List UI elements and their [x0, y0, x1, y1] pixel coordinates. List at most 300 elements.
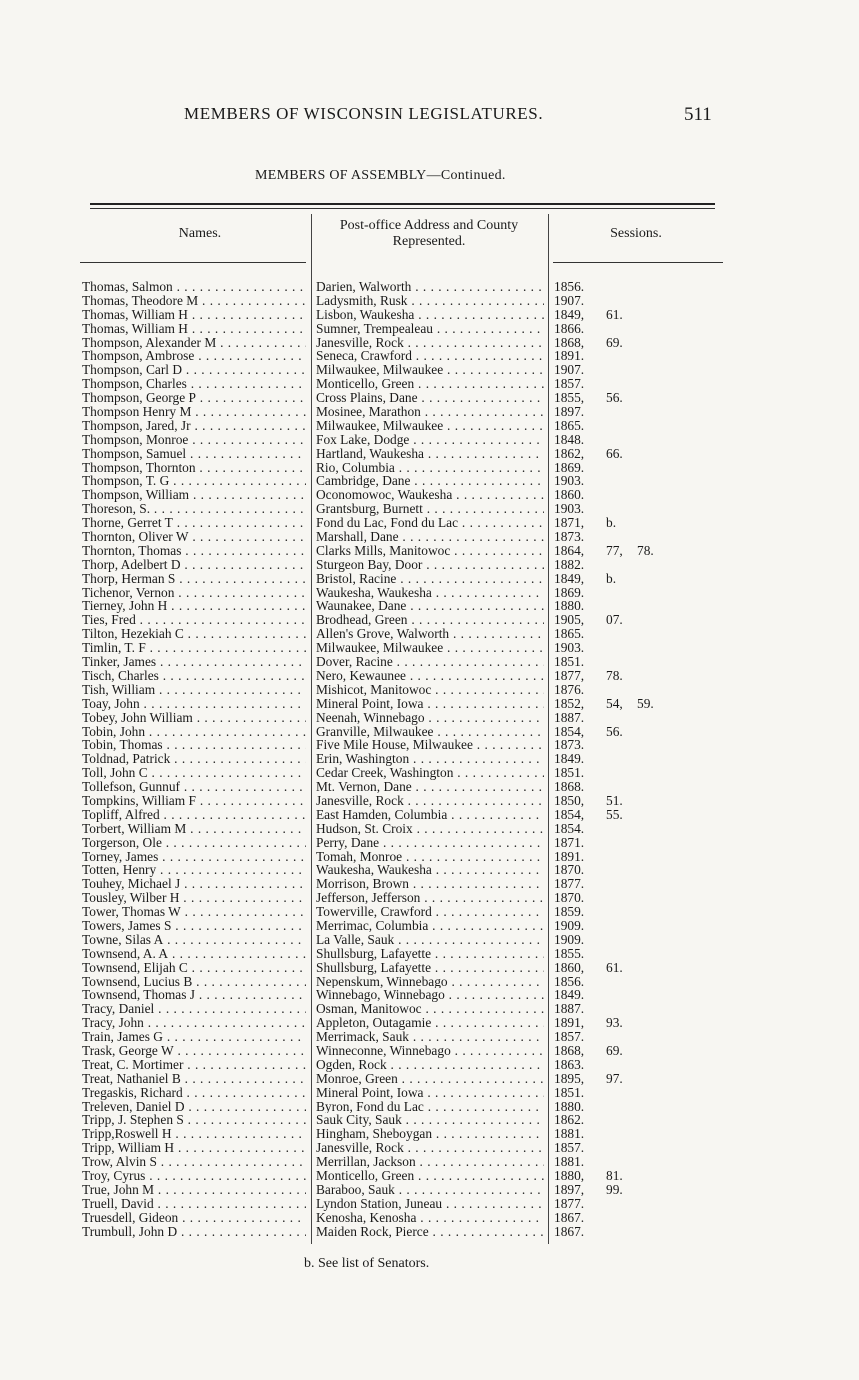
member-session: 51. — [606, 792, 623, 808]
member-address: Sturgeon Bay, Door . . . — [316, 558, 544, 572]
member-session: 99. — [606, 1181, 623, 1197]
member-session: 1857. — [554, 1140, 585, 1156]
member-address: Bristol, Racine . . . — [316, 572, 544, 586]
member-name: Truesdell, Gideon . . . — [82, 1211, 306, 1225]
table-row — [0, 738, 859, 752]
table-row — [0, 1072, 859, 1086]
member-session: 1897. — [554, 404, 585, 420]
member-session: 61. — [606, 959, 623, 975]
member-address: Mineral Point, Iowa . . . — [316, 1086, 544, 1100]
member-session: 1851. — [554, 765, 585, 781]
member-name: Tinker, James . . . — [82, 655, 306, 669]
member-address: Morrison, Brown . . . — [316, 877, 544, 891]
table-row — [0, 599, 859, 613]
table-row — [0, 947, 859, 961]
member-session: 69. — [606, 334, 623, 350]
member-session: 1909. — [554, 917, 585, 933]
table-row — [0, 1225, 859, 1239]
member-address: Monticello, Green . . . — [316, 377, 544, 391]
member-name: Truell, David . . . — [82, 1197, 306, 1211]
member-address: Baraboo, Sauk . . . — [316, 1183, 544, 1197]
table-row — [0, 516, 859, 530]
member-session: 1869. — [554, 459, 585, 475]
member-name: True, John M . . . — [82, 1183, 306, 1197]
member-name: Torgerson, Ole . . . — [82, 836, 306, 850]
table-row — [0, 1169, 859, 1183]
member-session: 1851. — [554, 1084, 585, 1100]
table-row — [0, 1016, 859, 1030]
member-address: Appleton, Outagamie . . . — [316, 1016, 544, 1030]
member-address: Osman, Manitowoc . . . — [316, 1002, 544, 1016]
member-name: Thompson Henry M . . . — [82, 405, 306, 419]
table-row — [0, 766, 859, 780]
member-address: Monticello, Green . . . — [316, 1169, 544, 1183]
member-session: 93. — [606, 1015, 623, 1031]
member-session: 1871, — [554, 515, 585, 531]
member-session: 1854, — [554, 723, 585, 739]
member-address: Cross Plains, Dane . . . — [316, 391, 544, 405]
table-row — [0, 1197, 859, 1211]
member-name: Thompson, Jared, Jr . . . — [82, 419, 306, 433]
member-name: Tilton, Hezekiah C . . . — [82, 627, 306, 641]
table-row — [0, 1141, 859, 1155]
member-name: Thornton, Oliver W . . . — [82, 530, 306, 544]
member-session: 1891. — [554, 848, 585, 864]
table-row — [0, 808, 859, 822]
member-name: Towers, James S . . . — [82, 919, 306, 933]
table-row — [0, 1183, 859, 1197]
member-address: Five Mile House, Milwaukee . . . — [316, 738, 544, 752]
table-row — [0, 1211, 859, 1225]
member-name: Timlin, T. F . . . — [82, 641, 306, 655]
member-session: 1857. — [554, 1029, 585, 1045]
member-address: Winnebago, Winnebago . . . — [316, 988, 544, 1002]
member-name: Towne, Silas A . . . — [82, 933, 306, 947]
table-row — [0, 433, 859, 447]
column-rule-names — [80, 262, 306, 263]
member-session: 1865. — [554, 417, 585, 433]
table-row — [0, 961, 859, 975]
member-session: 1905, — [554, 612, 585, 628]
member-session: 1855. — [554, 945, 585, 961]
table-row — [0, 1044, 859, 1058]
member-address: Nero, Kewaunee . . . — [316, 669, 544, 683]
running-head: MEMBERS OF WISCONSIN LEGISLATURES. — [184, 104, 544, 123]
member-address: Grantsburg, Burnett . . . — [316, 502, 544, 516]
table-row — [0, 461, 859, 475]
member-session: 78. — [637, 542, 654, 558]
member-name: Thomas, William H . . . — [82, 308, 306, 322]
table-row — [0, 377, 859, 391]
member-session: 1909. — [554, 931, 585, 947]
member-name: Tobey, John William . . . — [82, 711, 306, 725]
table-row — [0, 363, 859, 377]
member-session: 1869. — [554, 584, 585, 600]
page-number: 511 — [684, 104, 712, 125]
member-session: 1849. — [554, 987, 585, 1003]
member-name: Thomas, William H . . . — [82, 322, 306, 336]
member-name: Thomas, Salmon . . . — [82, 280, 306, 294]
member-address: Rio, Columbia . . . — [316, 461, 544, 475]
member-session: 1895, — [554, 1070, 585, 1086]
member-address: Ladysmith, Rusk . . . — [316, 294, 544, 308]
member-address: Merrimack, Sauk . . . — [316, 1030, 544, 1044]
member-session: 1891. — [554, 348, 585, 364]
member-address: Hudson, St. Croix . . . — [316, 822, 544, 836]
member-address: Dover, Racine . . . — [316, 655, 544, 669]
table-row — [0, 850, 859, 864]
table-row — [0, 725, 859, 739]
table-row — [0, 1113, 859, 1127]
member-session: 1871. — [554, 834, 585, 850]
member-session: 1907. — [554, 292, 585, 308]
member-session: 1873. — [554, 529, 585, 545]
member-address: Milwaukee, Milwaukee . . . — [316, 641, 544, 655]
member-address: Tomah, Monroe . . . — [316, 850, 544, 864]
member-session: 1870. — [554, 862, 585, 878]
member-session: 1877, — [554, 667, 585, 683]
member-address: Hingham, Sheboygan . . . — [316, 1127, 544, 1141]
footnote: b. See list of Senators. — [304, 1256, 430, 1271]
table-row — [0, 530, 859, 544]
member-name: Topliff, Alfred . . . — [82, 808, 306, 822]
member-session: 1856. — [554, 973, 585, 989]
member-name: Thorne, Gerret T . . . — [82, 516, 306, 530]
member-address: Waunakee, Dane . . . — [316, 599, 544, 613]
member-name: Trask, George W . . . — [82, 1044, 306, 1058]
table-row — [0, 975, 859, 989]
member-name: Thompson, Ambrose . . . — [82, 349, 306, 363]
member-session: 1862, — [554, 445, 585, 461]
table-row — [0, 308, 859, 322]
member-address: Mt. Vernon, Dane . . . — [316, 780, 544, 794]
member-session: 1880. — [554, 598, 585, 614]
table-row — [0, 558, 859, 572]
member-address: Ogden, Rock . . . — [316, 1058, 544, 1072]
member-name: Torney, James . . . — [82, 850, 306, 864]
member-session: 1852, — [554, 695, 585, 711]
member-name: Tower, Thomas W . . . — [82, 905, 306, 919]
column-header-address: Post-office Address and County Represented. — [339, 218, 519, 249]
member-session: 1880, — [554, 1168, 585, 1183]
member-name: Tollefson, Gunnuf . . . — [82, 780, 306, 794]
member-session: b. — [606, 515, 617, 531]
member-session: 1866. — [554, 320, 585, 336]
member-address: Neenah, Winnebago . . . — [316, 711, 544, 725]
table-row — [0, 905, 859, 919]
member-session: 1849, — [554, 306, 585, 322]
member-session: 78. — [606, 667, 623, 683]
member-address: Merrimac, Columbia . . . — [316, 919, 544, 933]
member-session: 1855, — [554, 390, 585, 406]
member-name: Treat, C. Mortimer . . . — [82, 1058, 306, 1072]
table-row — [0, 683, 859, 697]
member-session: 1881. — [554, 1126, 585, 1142]
member-session: 56. — [606, 390, 623, 406]
member-session: 1867. — [554, 1223, 585, 1239]
table-row — [0, 669, 859, 683]
member-name: Thomas, Theodore M . . . — [82, 294, 306, 308]
member-name: Thompson, Monroe . . . — [82, 433, 306, 447]
member-name: Tousley, Wilber H . . . — [82, 891, 306, 905]
member-address: Perry, Dane . . . — [316, 836, 544, 850]
member-name: Tierney, John H . . . — [82, 599, 306, 613]
member-name: Toay, John . . . — [82, 697, 306, 711]
table-row — [0, 474, 859, 488]
table-row — [0, 780, 859, 794]
member-name: Thompson, Samuel . . . — [82, 447, 306, 461]
member-session: 1868, — [554, 334, 585, 350]
member-session: 1868. — [554, 779, 585, 795]
table-row — [0, 1086, 859, 1100]
member-address: Fond du Lac, Fond du Lac . . . — [316, 516, 544, 530]
member-address: Jefferson, Jefferson . . . — [316, 891, 544, 905]
member-session: 1867. — [554, 1209, 585, 1225]
member-session: 1856. — [554, 279, 585, 294]
member-name: Trumbull, John D . . . — [82, 1225, 306, 1239]
member-address: Granville, Milwaukee . . . — [316, 725, 544, 739]
member-address: Shullsburg, Lafayette . . . — [316, 961, 544, 975]
member-name: Tracy, John . . . — [82, 1016, 306, 1030]
member-name: Thompson, George P . . . — [82, 391, 306, 405]
member-name: Tripp,Roswell H . . . — [82, 1127, 306, 1141]
member-address: Byron, Fond du Lac . . . — [316, 1100, 544, 1114]
member-session: 1876. — [554, 681, 585, 697]
table-row — [0, 627, 859, 641]
member-name: Townsend, Lucius B . . . — [82, 975, 306, 989]
member-name: Thompson, William . . . — [82, 488, 306, 502]
member-name: Touhey, Michael J . . . — [82, 877, 306, 891]
member-session: 1850, — [554, 792, 585, 808]
column-header-sessions: Sessions. — [610, 226, 662, 241]
table-row — [0, 502, 859, 516]
member-address: Hartland, Waukesha . . . — [316, 447, 544, 461]
member-session: 1848. — [554, 431, 585, 447]
member-session: 1860, — [554, 959, 585, 975]
table-row — [0, 572, 859, 586]
member-name: Troy, Cyrus . . . — [82, 1169, 306, 1183]
member-address: Cambridge, Dane . . . — [316, 474, 544, 488]
table-row — [0, 641, 859, 655]
member-address: Seneca, Crawford . . . — [316, 349, 544, 363]
member-address: Kenosha, Kenosha . . . — [316, 1211, 544, 1225]
table-row — [0, 322, 859, 336]
member-name: Thompson, Alexander M . . . — [82, 336, 306, 350]
member-name: Thoreson, S. . . . — [82, 502, 306, 516]
table-row — [0, 488, 859, 502]
member-address: Erin, Washington . . . — [316, 752, 544, 766]
table-row — [0, 405, 859, 419]
member-address: Shullsburg, Lafayette . . . — [316, 947, 544, 961]
table-row — [0, 711, 859, 725]
member-name: Thompson, Carl D . . . — [82, 363, 306, 377]
member-name: Tobin, Thomas . . . — [82, 738, 306, 752]
member-name: Treleven, Daniel D . . . — [82, 1100, 306, 1114]
member-address: Lyndon Station, Juneau . . . — [316, 1197, 544, 1211]
member-name: Torbert, William M . . . — [82, 822, 306, 836]
member-session: 1857. — [554, 376, 585, 392]
member-session: 1862. — [554, 1112, 585, 1128]
member-session: 1851. — [554, 654, 585, 670]
member-session: 1849. — [554, 751, 585, 767]
member-session: 1870. — [554, 890, 585, 906]
member-address: Mishicot, Manitowoc . . . — [316, 683, 544, 697]
member-address: Janesville, Rock . . . — [316, 1141, 544, 1155]
member-name: Toll, John C . . . — [82, 766, 306, 780]
member-name: Tichenor, Vernon . . . — [82, 586, 306, 600]
members-table — [0, 280, 859, 1238]
table-row — [0, 794, 859, 808]
member-session: 1903. — [554, 473, 585, 489]
member-session: 1881. — [554, 1154, 585, 1170]
member-name: Tish, William . . . — [82, 683, 306, 697]
member-name: Thompson, T. G . . . — [82, 474, 306, 488]
member-address: Towerville, Crawford . . . — [316, 905, 544, 919]
member-session: 1903. — [554, 640, 585, 656]
table-row — [0, 752, 859, 766]
member-session: 69. — [606, 1042, 623, 1058]
member-name: Tripp, William H . . . — [82, 1141, 306, 1155]
member-session: 66. — [606, 445, 623, 461]
member-name: Thorp, Herman S . . . — [82, 572, 306, 586]
member-session: 1854. — [554, 820, 585, 836]
member-session: 81. — [606, 1168, 623, 1183]
member-session: 1887. — [554, 1001, 585, 1017]
member-address: Sumner, Trempealeau . . . — [316, 322, 544, 336]
member-address: Waukesha, Waukesha . . . — [316, 863, 544, 877]
member-session: 1882. — [554, 556, 585, 572]
member-session: 1854, — [554, 806, 585, 822]
member-address: Allen's Grove, Walworth . . . — [316, 627, 544, 641]
member-name: Tregaskis, Richard . . . — [82, 1086, 306, 1100]
member-name: Thorp, Adelbert D . . . — [82, 558, 306, 572]
member-address: Nepenskum, Winnebago . . . — [316, 975, 544, 989]
table-row — [0, 544, 859, 558]
member-address: Waukesha, Waukesha . . . — [316, 586, 544, 600]
member-address: Janesville, Rock . . . — [316, 336, 544, 350]
table-row — [0, 419, 859, 433]
member-name: Tisch, Charles . . . — [82, 669, 306, 683]
member-address: Brodhead, Green . . . — [316, 613, 544, 627]
member-address: Darien, Walworth . . . — [316, 280, 544, 294]
member-session: 1887. — [554, 709, 585, 725]
member-name: Townsend, A. A . . . — [82, 947, 306, 961]
table-row — [0, 613, 859, 627]
member-name: Ties, Fred . . . — [82, 613, 306, 627]
member-session: 1865. — [554, 626, 585, 642]
member-session: 1860. — [554, 487, 585, 503]
member-address: Milwaukee, Milwaukee . . . — [316, 419, 544, 433]
member-address: Cedar Creek, Washington . . . — [316, 766, 544, 780]
table-row — [0, 1100, 859, 1114]
member-address: Mineral Point, Iowa . . . — [316, 697, 544, 711]
table-row — [0, 391, 859, 405]
member-address: Maiden Rock, Pierce . . . — [316, 1225, 544, 1239]
member-address: Milwaukee, Milwaukee . . . — [316, 363, 544, 377]
table-row — [0, 1155, 859, 1169]
member-name: Tracy, Daniel . . . — [82, 1002, 306, 1016]
member-session: 1864, — [554, 542, 585, 558]
member-name: Townsend, Elijah C . . . — [82, 961, 306, 975]
column-rule-sessions — [553, 262, 723, 263]
member-address: Sauk City, Sauk . . . — [316, 1113, 544, 1127]
table-row — [0, 1127, 859, 1141]
table-row — [0, 1058, 859, 1072]
member-name: Toldnad, Patrick . . . — [82, 752, 306, 766]
table-row — [0, 863, 859, 877]
table-row — [0, 891, 859, 905]
member-session: 56. — [606, 723, 623, 739]
member-name: Thompson, Thornton . . . — [82, 461, 306, 475]
member-name: Train, James G . . . — [82, 1030, 306, 1044]
member-address: Marshall, Dane . . . — [316, 530, 544, 544]
table-row — [0, 877, 859, 891]
member-session: 1877. — [554, 876, 585, 892]
member-session: b. — [606, 570, 617, 586]
member-name: Totten, Henry . . . — [82, 863, 306, 877]
member-name: Thornton, Thomas . . . — [82, 544, 306, 558]
member-session: 1897, — [554, 1181, 585, 1197]
table-top-rule — [90, 203, 715, 205]
table-row — [0, 280, 859, 294]
member-session: 97. — [606, 1070, 623, 1086]
member-session: 1903. — [554, 501, 585, 517]
member-session: 54, — [606, 695, 623, 711]
member-session: 77, — [606, 542, 623, 558]
member-session: 1907. — [554, 362, 585, 378]
member-session: 61. — [606, 306, 623, 322]
member-address: Clarks Mills, Manitowoc . . . — [316, 544, 544, 558]
member-session: 1877. — [554, 1195, 585, 1211]
member-session: 1891, — [554, 1015, 585, 1031]
member-name: Thompson, Charles . . . — [82, 377, 306, 391]
member-session: 55. — [606, 806, 623, 822]
member-address: Monroe, Green . . . — [316, 1072, 544, 1086]
table-row — [0, 933, 859, 947]
member-address: Oconomowoc, Waukesha . . . — [316, 488, 544, 502]
member-name: Townsend, Thomas J . . . — [82, 988, 306, 1002]
table-row — [0, 336, 859, 350]
member-address: Janesville, Rock . . . — [316, 794, 544, 808]
member-address: East Hamden, Columbia . . . — [316, 808, 544, 822]
table-row — [0, 586, 859, 600]
member-session: 59. — [637, 695, 654, 711]
member-session: 1868, — [554, 1042, 585, 1058]
section-heading: MEMBERS OF ASSEMBLY—Continued. — [255, 168, 506, 183]
column-header-names: Names. — [178, 226, 222, 241]
member-name: Trow, Alvin S . . . — [82, 1155, 306, 1169]
member-name: Tobin, John . . . — [82, 725, 306, 739]
table-row — [0, 822, 859, 836]
table-top-rule-inner — [90, 208, 715, 209]
member-session: 1880. — [554, 1098, 585, 1114]
member-session: 1859. — [554, 904, 585, 920]
table-row — [0, 1002, 859, 1016]
member-name: Tompkins, William F . . . — [82, 794, 306, 808]
table-row — [0, 349, 859, 363]
member-name: Tripp, J. Stephen S . . . — [82, 1113, 306, 1127]
member-address: Winneconne, Winnebago . . . — [316, 1044, 544, 1058]
table-row — [0, 836, 859, 850]
table-row — [0, 988, 859, 1002]
table-row — [0, 1030, 859, 1044]
member-address: La Valle, Sauk . . . — [316, 933, 544, 947]
member-session: 1863. — [554, 1056, 585, 1072]
member-session: 07. — [606, 612, 623, 628]
member-address: Lisbon, Waukesha . . . — [316, 308, 544, 322]
member-address: Merrillan, Jackson . . . — [316, 1155, 544, 1169]
member-address: Fox Lake, Dodge . . . — [316, 433, 544, 447]
